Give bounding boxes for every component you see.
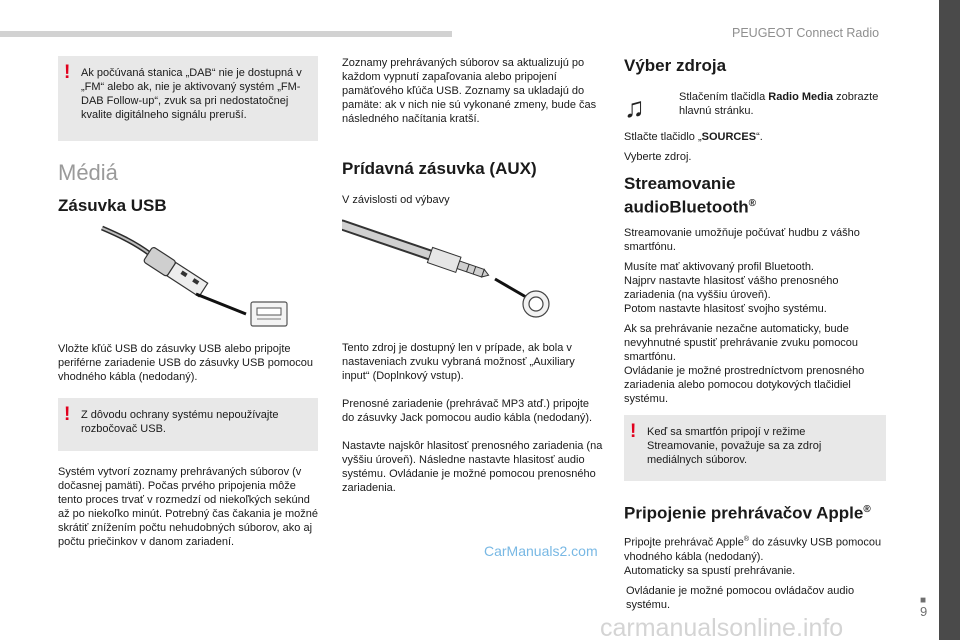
music-note-icon: ♫ [624,92,645,123]
bt-heading-line2: audioBluetooth [624,197,749,217]
warning-icon: ! [630,420,637,442]
radio-media-label: Radio Media [768,91,834,103]
press-suffix: zobrazte hlavnú stránku. [679,91,879,117]
select-source-text: Vyberte zdroj. [624,151,692,163]
aux-volume-text: Nastavte najskôr hlasitosť prenosného zariadenia (na vyššiu úroveň). Následne nastavte hlasitosť audio systému. Ovládanie je možné pomocou prenosného zariadenia. [342,440,603,494]
sources-instruction [624,130,886,144]
bt-playback-text [624,322,886,406]
chapter-side-tab [939,0,960,640]
apple-control-text: Ovládanie je možné pomocou ovládačov audio systému. [626,584,855,611]
bt-playback-line-a: Ak sa prehrávanie nezačne automaticky, bude nevyhnutné spustiť prehrávanie zvuku pomocou smartfónu. [624,322,859,363]
heading-bluetooth-streaming [624,174,886,218]
bt-intro-text: Streamovanie umožňuje počúvať hudbu z vášho smartfónu. [624,226,860,253]
bt-setup-line-a: Musíte mať aktivovaný profil Bluetooth. [624,260,814,273]
usb-illustration [58,224,318,334]
apple-heading-text: Pripojenie prehrávačov Apple [624,503,864,523]
bt-playback-line-b: Ovládanie je možné prostredníctvom prenosného zariadenia alebo pomocou dotykových tlačidiel systému. [624,364,865,405]
warning-box-hub [58,398,318,451]
warning-text: Keď sa smartfón pripojí v režime Streamovanie, považuje sa za zdroj mediálnych súborov. [647,425,822,466]
warning-icon: ! [64,404,71,425]
warning-text: Ak počúvaná stanica „DAB“ nie je dostupná v „FM“ alebo ak, nie je aktivovaný systém „FM-DAB Follow-up“, zvuk sa pri nedostatočnej kvalite digitálneho signálu preruší. [81,67,302,121]
radio-media-text [679,90,879,118]
sources-label: SOURCES [701,131,757,143]
column-left [58,56,318,549]
warning-text: Z dôvodu ochrany systému nepoužívajte rozbočovač USB. [81,409,279,435]
press-prefix: Stlačením tlačidla [679,91,769,103]
bt-heading-sup: ® [748,198,757,209]
top-rule [0,31,452,37]
aux-connect-text: Prenosné zariadenie (prehrávač MP3 atď.) pripojte do zásuvky Jack pomocou audio kábla (nedodaný). [342,398,593,424]
warning-box-dab [58,56,318,141]
heading-aux: Prídavná zásuvka (AUX) [342,159,537,178]
playlist-update-text: Zoznamy prehrávaných súborov sa aktualizujú po každom vypnutí zapaľovania alebo pripojení pamäťového kľúča USB. Zoznamy sa ukladajú do pamäte: ak v nich nie sú vykonané zmeny, bude čas následného načítania kratší. [342,57,597,125]
apple-text-a: Pripojte prehrávač Apple [624,536,744,549]
bt-setup-line-c: Potom nastavte hlasitosť svojho systému. [624,302,827,315]
aux-equipment-note: V závislosti od výbavy [342,194,450,206]
section-heading-media: Médiá [58,160,118,185]
sources-prefix: Stlačte tlačidlo „ [624,131,702,143]
bt-setup-line-b: Najprv nastavte hlasitosť vášho prenosného zariadenia (na vyššiu úroveň). [624,274,839,301]
heading-source-selection: Výber zdroja [624,56,727,75]
sources-suffix: “. [756,131,763,143]
page-marker [920,596,927,618]
warning-box-streaming [624,415,886,481]
apple-text-sup: ® [743,536,750,544]
apple-connect-text [624,533,886,578]
usb-playlist-text: Systém vytvorí zoznamy prehrávaných súborov (v dočasnej pamäti). Počas prvého pripojenia môže tento proces trvať v rozmedzí od niekoľkých sekúnd až po niekoľko minút. Potrebný čas čakania je možné skrátiť znížením počtu nehudobných súborov, ako aj počtu priečinkov v danom zariadení. [58,466,319,548]
page-marker-square: ■ [920,595,927,606]
bt-setup-text [624,260,886,316]
watermark-carmanualsonline: carmanualsonline.info [600,614,844,642]
aux-jack-illustration [342,215,604,331]
heading-apple-players [624,500,886,524]
page-number: 9 [920,604,928,619]
apple-heading-sup: ® [863,503,871,515]
running-header: PEUGEOT Connect Radio [732,26,880,40]
heading-usb: Zásuvka USB [58,196,167,215]
usb-instructions: Vložte kľúč USB do zásuvky USB alebo pripojte periférne zariadenie USB do zásuvky USB pomocou vhodného kábla (nedodaný). [58,343,313,383]
apple-text-c: Automaticky sa spustí prehrávanie. [624,564,796,577]
radio-media-instruction [624,90,886,126]
aux-source-text: Tento zdroj je dostupný len v prípade, ak bola v nastaveniach zvuku vybraná možnosť „Auxiliary input“ (Doplnkový vstup). [342,342,575,382]
watermark-carmanuals2: CarManuals2.com [484,543,598,559]
column-right [624,56,886,612]
apple-text-b: do zásuvky USB pomocou vhodného kábla (nedodaný). [624,536,882,563]
warning-icon: ! [64,62,71,83]
column-middle [342,56,604,495]
bt-heading-line1: Streamovanie [624,174,736,193]
